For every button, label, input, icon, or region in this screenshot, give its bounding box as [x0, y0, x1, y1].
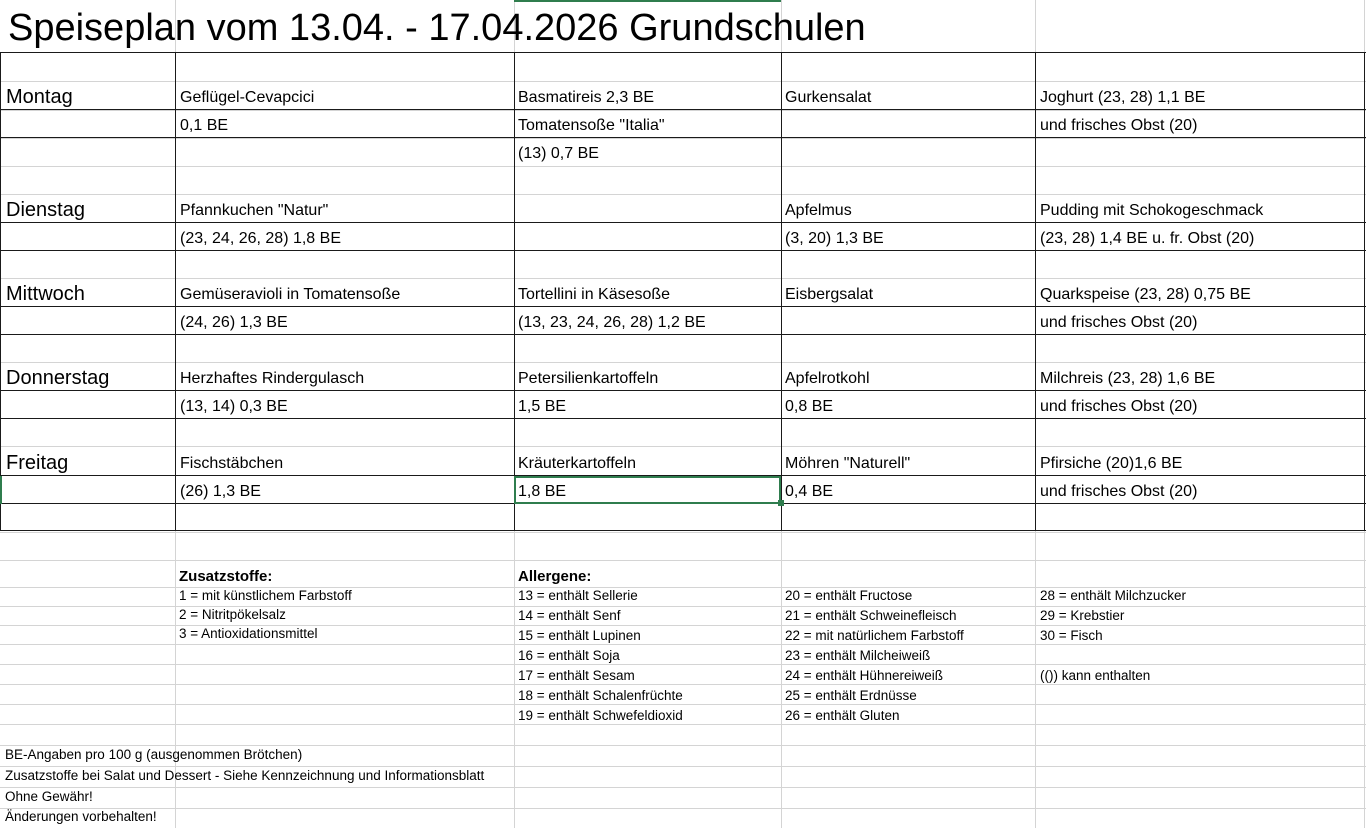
- grid-row-line: [0, 81, 1366, 82]
- allergen-item: 23 = enthält Milcheiweiß: [785, 648, 931, 663]
- cell-di-2-4[interactable]: (23, 28) 1,4 BE u. fr. Obst (20): [1040, 230, 1255, 247]
- cell-fr-2-3[interactable]: 0,4 BE: [785, 483, 834, 500]
- grid-row-line: [0, 362, 1366, 363]
- cell-do-2-3[interactable]: 0,8 BE: [785, 398, 834, 415]
- table-border: [0, 109, 1366, 110]
- day-label-freitag: Freitag: [6, 452, 69, 474]
- page-title: Speiseplan vom 13.04. - 17.04.2026 Grundschulen: [8, 7, 866, 49]
- cell-di-1-4[interactable]: Pudding mit Schokogeschmack: [1040, 202, 1264, 219]
- zusatzstoff-item: 3 = Antioxidationsmittel: [179, 626, 318, 641]
- grid-row-line: [0, 745, 1366, 746]
- grid-row-line: [0, 110, 1366, 111]
- grid-row-line: [0, 766, 1366, 767]
- cell-mo-1-2[interactable]: Basmatireis 2,3 BE: [518, 89, 655, 106]
- grid-row-line: [0, 138, 1366, 139]
- cell-fr-1-1[interactable]: Fischstäbchen: [180, 455, 284, 472]
- cell-mo-1-3[interactable]: Gurkensalat: [785, 89, 872, 106]
- allergen-item: 18 = enthält Schalenfrüchte: [518, 688, 683, 703]
- grid-row-line: [0, 808, 1366, 809]
- grid-row-line: [0, 194, 1366, 195]
- grid-row-line: [0, 532, 1366, 533]
- note-aenderungen: Änderungen vorbehalten!: [5, 809, 157, 824]
- grid-row-line: [0, 166, 1366, 167]
- cell-mo-3-2[interactable]: (13) 0,7 BE: [518, 145, 599, 162]
- cell-mo-1-4[interactable]: Joghurt (23, 28) 1,1 BE: [1040, 89, 1206, 106]
- cell-do-2-4[interactable]: und frisches Obst (20): [1040, 398, 1198, 415]
- note-ohne-gewaehr: Ohne Gewähr!: [5, 789, 93, 804]
- cell-do-2-2[interactable]: 1,5 BE: [518, 398, 567, 415]
- allergen-item: 28 = enthält Milchzucker: [1040, 588, 1186, 603]
- day-label-donnerstag: Donnerstag: [6, 367, 110, 389]
- table-border: [1035, 52, 1036, 531]
- grid-row-line: [0, 278, 1366, 279]
- cell-di-1-3[interactable]: Apfelmus: [785, 202, 852, 219]
- fill-handle[interactable]: [778, 500, 784, 506]
- table-border: [0, 52, 1, 531]
- zusatzstoff-item: 2 = Nitritpökelsalz: [179, 607, 286, 622]
- allergen-item: 24 = enthält Hühnereiweiß: [785, 668, 943, 683]
- allergen-item: (()) kann enthalten: [1040, 668, 1151, 683]
- day-label-dienstag: Dienstag: [6, 199, 85, 221]
- table-border: [0, 390, 1366, 391]
- note-be-angaben: BE-Angaben pro 100 g (ausgenommen Brötchen): [5, 747, 303, 762]
- cell-mi-2-2[interactable]: (13, 23, 24, 26, 28) 1,2 BE: [518, 314, 706, 331]
- table-border: [0, 418, 1366, 419]
- cell-fr-1-4[interactable]: Pfirsiche (20)1,6 BE: [1040, 455, 1183, 472]
- cell-di-1-1[interactable]: Pfannkuchen "Natur": [180, 202, 329, 219]
- cell-fr-2-4[interactable]: und frisches Obst (20): [1040, 483, 1198, 500]
- cell-fr-2-1[interactable]: (26) 1,3 BE: [180, 483, 261, 500]
- cell-mo-2-2[interactable]: Tomatensoße "Italia": [518, 117, 665, 134]
- allergen-item: 13 = enthält Sellerie: [518, 588, 638, 603]
- allergen-item: 14 = enthält Senf: [518, 608, 621, 623]
- cell-mi-1-4[interactable]: Quarkspeise (23, 28) 0,75 BE: [1040, 286, 1251, 303]
- cell-mi-1-1[interactable]: Gemüseravioli in Tomatensoße: [180, 286, 401, 303]
- table-border: [514, 52, 515, 531]
- day-label-mittwoch: Mittwoch: [6, 283, 85, 305]
- cell-mi-1-2[interactable]: Tortellini in Käsesoße: [518, 286, 671, 303]
- cell-di-2-1[interactable]: (23, 24, 26, 28) 1,8 BE: [180, 230, 341, 247]
- cell-do-1-4[interactable]: Milchreis (23, 28) 1,6 BE: [1040, 370, 1216, 387]
- grid-row-line: [0, 724, 1366, 725]
- cell-mi-1-3[interactable]: Eisbergsalat: [785, 286, 874, 303]
- table-border: [0, 250, 1366, 251]
- allergen-item: 19 = enthält Schwefeldioxid: [518, 708, 683, 723]
- table-border: [175, 52, 176, 531]
- note-zusatzstoffe: Zusatzstoffe bei Salat und Dessert - Siehe Kennzeichnung und Informationsblatt: [5, 768, 485, 783]
- zusatzstoff-item: 1 = mit künstlichem Farbstoff: [179, 588, 352, 603]
- cell-fr-1-2[interactable]: Kräuterkartoffeln: [518, 455, 636, 472]
- grid-row-line: [0, 787, 1366, 788]
- table-border: [1364, 52, 1365, 531]
- table-border: [0, 306, 1366, 307]
- grid-row-line: [0, 644, 1366, 645]
- table-border: [0, 530, 1366, 531]
- grid-row-line: [0, 684, 1366, 685]
- grid-row-line: [0, 704, 1366, 705]
- selected-cell[interactable]: [514, 476, 781, 504]
- cell-mi-2-1[interactable]: (24, 26) 1,3 BE: [180, 314, 288, 331]
- allergen-item: 30 = Fisch: [1040, 628, 1103, 643]
- cell-mo-2-1[interactable]: 0,1 BE: [180, 117, 229, 134]
- table-border: [0, 334, 1366, 335]
- cell-do-1-3[interactable]: Apfelrotkohl: [785, 370, 870, 387]
- table-border: [0, 222, 1366, 223]
- table-border: [0, 52, 1366, 53]
- table-border: [781, 52, 782, 531]
- selected-column-indicator: [514, 0, 781, 2]
- allergen-item: 15 = enthält Lupinen: [518, 628, 641, 643]
- cell-mo-2-4[interactable]: und frisches Obst (20): [1040, 117, 1198, 134]
- allergen-item: 17 = enthält Sesam: [518, 668, 635, 683]
- day-label-montag: Montag: [6, 86, 73, 108]
- allergen-item: 20 = enthält Fructose: [785, 588, 913, 603]
- cell-fr-2-2[interactable]: 1,8 BE: [518, 483, 567, 500]
- cell-do-1-1[interactable]: Herzhaftes Rindergulasch: [180, 370, 365, 387]
- cell-di-2-3[interactable]: (3, 20) 1,3 BE: [785, 230, 884, 247]
- table-border: [0, 137, 1366, 138]
- cell-mi-2-4[interactable]: und frisches Obst (20): [1040, 314, 1198, 331]
- cell-do-1-2[interactable]: Petersilienkartoffeln: [518, 370, 659, 387]
- allergene-header: Allergene:: [518, 568, 592, 585]
- allergen-item: 29 = Krebstier: [1040, 608, 1125, 623]
- allergen-item: 16 = enthält Soja: [518, 648, 620, 663]
- selected-row-indicator: [0, 476, 2, 504]
- allergen-item: 22 = mit natürlichem Farbstoff: [785, 628, 964, 643]
- cell-fr-1-3[interactable]: Möhren "Naturell": [785, 455, 911, 472]
- allergen-item: 26 = enthält Gluten: [785, 708, 900, 723]
- allergen-item: 21 = enthält Schweinefleisch: [785, 608, 957, 623]
- grid-row-line: [0, 664, 1366, 665]
- grid-row-line: [0, 560, 1366, 561]
- zusatzstoffe-header: Zusatzstoffe:: [179, 568, 273, 585]
- allergen-item: 25 = enthält Erdnüsse: [785, 688, 917, 703]
- grid-row-line: [0, 446, 1366, 447]
- cell-mo-1-1[interactable]: Geflügel-Cevapcici: [180, 89, 315, 106]
- cell-do-2-1[interactable]: (13, 14) 0,3 BE: [180, 398, 288, 415]
